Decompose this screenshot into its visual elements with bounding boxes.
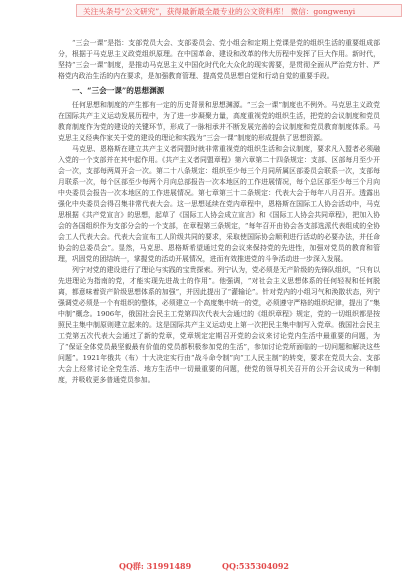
document-body [58, 38, 380, 386]
footer-qq: QQ:535304092 [222, 561, 289, 571]
body-paragraph: 列宁对党的建设进行了理论与实践的宝贵探索。列宁认为，党必须是无产阶级的先锋队组织，“只有以先进理论为指南的党，才能实现先进战士的作用”。他强调，“对社会主义思想体系的任何轻视和任何脱离，都意味着资产阶级思想体系的加强”，并因此提出了“灌输论”。针对党内的小组习气和涣散状态，列宁强调党必须是一个有组织的整体，必须建立一个高度集中统一的党，必须遵守严格的组织纪律，提出了“集中制”概念。1906年，俄国社会民主工党第四次代表大会通过的《组织章程》规定，党的一切组织都是按照民主集中制原则建立起来的。这是国际共产主义运动史上第一次把民主集中制写入党章。俄国社会民主工党第五次代表大会通过了新的党章，党章规定定期召开党的会议来讨论党内生活中最重要的问题，为了“保证全体党员最坚毅最有价值的党员都积极参加党的生活”，参加讨论党所面临的一切问题和解决这些问题”。1921年俄共（布）十大决定实行由“战斗命令制”向“工人民主制”的转变，要求在党员大会、支部大会上经常讨论全党生活、地方生活中一切最重要的问题，使党的领导机关召开的公开会议成为一种制度，并吸收更多普通党员参加。 [58, 266, 380, 384]
body-paragraph: 任何思想和制度的产生都有一定的历史背景和思想渊源。“三会一课”制度也不例外。马克思主义政党在国际共产主义运动发展历程中，为了进一步凝聚力量，高度重视党的组织生活，把党的会议制度和党员教育制度作为党的建设的关键环节，形成了一脉相承并不断发展完善的会议制度和党员教育制度体系。马克思主义经典作家关于党的建设的理论和实践为“三会一课”制度的形成提供了思想资源。 [58, 101, 380, 142]
footer [0, 561, 408, 572]
section-heading: 一、“三会一课”的思想渊源 [72, 86, 165, 95]
top-banner: 关注头条号“公文研究”，获得最新最全最专业的公文资料库！ 微信：gongwenyi [76, 4, 402, 17]
footer-qq-group: QQ群: 31991489 [118, 561, 192, 571]
body-paragraph: 马克思、恩格斯在建立共产主义者同盟时就非常重视党的组织生活和会议制度，要求凡入盟者必须融入党的一个支部并在其中起作用。《共产主义者同盟章程》第六章第二十四条规定：支部、区部每月至少开会一次，支部每两周开会一次。第二十八条规定：组织至少每三个月同所属区部委员会联系一次，支部每月联系一次，每个区部至少每两个月向总部报告一次本地区的工作进展情况，每个总区部至少每三个月向中央委员会报告一次本地区的工作进展情况。第七章第三十二条规定：代表大会于每年八月召开。透露出强化中央委员会得召集非常代表大会。这一思想延续在党内章程中，恩格斯在国际工人协会活动中，马克思根据《共产党宣言》的思想，起草了《国际工人协会成立宣言》和《国际工人协会共同章程》，把加入协会的各国组织作为支部分会的一个支部，在章程第三条规定，“每年召开由协会各支部选派代表组成的全协会工人代表大会。代表大会宣布工人阶级共同的要求，采取使国际协会顺利进行活动的必要办法，并任命协会的总委员会”。显然，马克思、恩格斯希望通过党的会议来保持党的先进性，加强对党员的教育和管理，巩固党的团结统一，掌握党的活动开展情况，进而有效推进党的斗争活动进一步深入发展。 [58, 145, 380, 263]
intro-paragraph: “三会一课”是指：支部党员大会、支部委员会、党小组会和定期上党课是党的组织生活的重要组成部分，根据于马克思主义政党组织原理。在中国革命、建设和改革的伟大历程中发挥了巨大作用。新时代，坚持“三会一课”制度，是推动马克思主义中国化时代化大众化的现实需要，是贯彻全面从严治党方针、严格党内政治生活的内在要求，是加强教育管理、提高党员思想自觉和行动自觉的重要手段。 [58, 39, 380, 80]
